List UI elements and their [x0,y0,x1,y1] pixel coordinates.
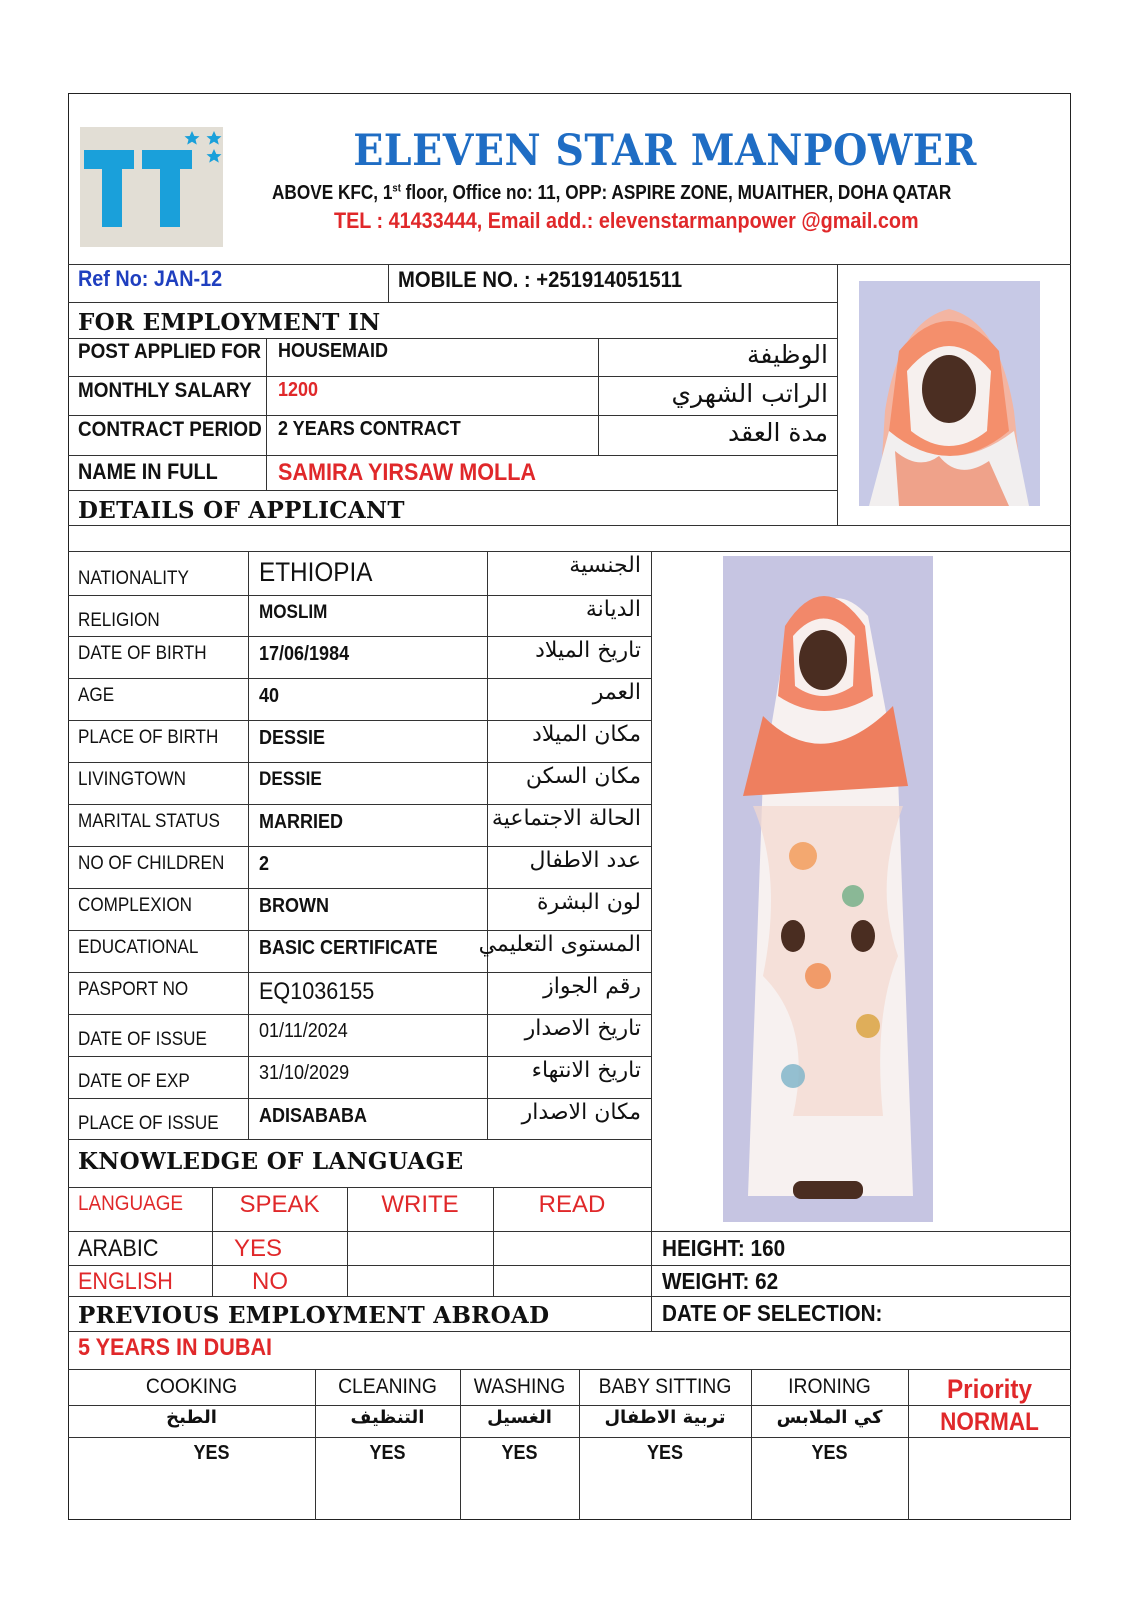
skill-name: BABY SITTING [598,1375,732,1398]
company-name: ELEVEN STAR MANPOWER [353,126,977,176]
detail-label: MARITAL STATUS [78,811,220,832]
employment-label: POST APPLIED FOR [78,340,262,363]
detail-label: NATIONALITY [78,568,189,589]
detail-label: COMPLEXION [78,895,193,916]
detail-arabic-label: تاريخ الاصدار [524,1016,641,1041]
detail-value: 01/11/2024 [259,1020,348,1042]
detail-arabic-label: مكان الميلاد [532,722,641,747]
ref-number: Ref No: JAN-12 [78,266,223,291]
skill-name: IRONING [788,1375,871,1398]
skill-value: YES [811,1442,848,1464]
language-header-language: LANGUAGE [78,1192,184,1215]
skill-arabic-name: كي الملابس [776,1407,883,1428]
detail-arabic-label: رقم الجواز [543,974,641,999]
detail-label: PLACE OF BIRTH [78,727,219,748]
employment-value: HOUSEMAID [278,340,389,362]
previous-employment-heading: PREVIOUS EMPLOYMENT ABROAD [78,1302,550,1329]
detail-arabic-label: العمر [592,680,641,705]
skill-value: YES [193,1442,230,1464]
employment-arabic-label: مدة العقد [728,418,828,447]
skill-value: YES [501,1442,538,1464]
employment-heading: FOR EMPLOYMENT IN [78,309,381,336]
detail-value: MARRIED [259,811,344,833]
detail-value: BASIC CERTIFICATE [259,937,438,959]
detail-arabic-label: المستوى التعليمي [478,932,641,957]
weight-value: WEIGHT: 62 [662,1268,779,1294]
date-of-selection: DATE OF SELECTION: [662,1300,883,1326]
skill-arabic-name: الطبخ [166,1407,217,1428]
name-value: SAMIRA YIRSAW MOLLA [278,459,537,486]
detail-arabic-label: تاريخ الميلاد [535,638,641,663]
previous-employment-value: 5 YEARS IN DUBAI [78,1334,273,1361]
language-header-speak: SPEAK [239,1191,320,1218]
detail-label: RELIGION [78,610,160,631]
detail-arabic-label: عدد الاطفال [529,848,641,873]
detail-value: ADISABABA [259,1105,367,1127]
detail-arabic-label: مكان السكن [525,764,641,789]
company-contact: TEL : 41433444, Email add.: elevenstarmanpower @gmail.com [334,208,919,233]
skill-arabic-name: التنظيف [350,1407,425,1428]
detail-arabic-label: لون البشرة [537,890,641,915]
applicant-portrait-photo [859,281,1040,506]
detail-label: LIVINGTOWN [78,769,186,790]
detail-value: EQ1036155 [259,978,375,1005]
employment-value: 2 YEARS CONTRACT [278,418,461,440]
skill-arabic-name: الغسيل [487,1407,552,1428]
employment-value: 1200 [278,379,319,401]
detail-arabic-label: الحالة الاجتماعية [491,806,641,831]
language-english-speak: NO [252,1268,288,1295]
employment-arabic-label: الوظيفة [747,340,828,369]
detail-label: PASPORT NO [78,979,189,1000]
detail-value: 17/06/1984 [259,643,350,665]
language-arabic: ARABIC [78,1235,159,1262]
detail-value: DESSIE [259,727,326,749]
detail-label: DATE OF BIRTH [78,643,207,664]
language-header-write: WRITE [381,1191,459,1218]
priority-value: NORMAL [940,1408,1039,1436]
priority-label: Priority [946,1374,1033,1404]
detail-label: NO OF CHILDREN [78,853,225,874]
skill-name: COOKING [145,1375,238,1398]
language-arabic-speak: YES [234,1235,283,1262]
name-label: NAME IN FULL [78,459,218,484]
language-header-read: READ [538,1191,606,1218]
detail-arabic-label: الجنسية [569,553,641,578]
language-heading: KNOWLEDGE OF LANGUAGE [78,1148,464,1175]
mobile-number: MOBILE NO. : +251914051511 [398,267,683,292]
employment-label: MONTHLY SALARY [78,379,252,402]
employment-label: CONTRACT PERIOD [78,418,262,441]
detail-arabic-label: الديانة [585,597,641,622]
detail-value: 40 [259,685,280,707]
detail-value: 31/10/2029 [259,1062,350,1084]
detail-value: ETHIOPIA [259,557,373,587]
detail-label: PLACE OF ISSUE [78,1113,219,1134]
detail-label: DATE OF EXP [78,1071,190,1092]
language-english: ENGLISH [78,1268,173,1295]
detail-label: DATE OF ISSUE [78,1029,207,1050]
detail-value: DESSIE [259,769,322,790]
applicant-full-body-photo [723,556,933,1222]
height-value: HEIGHT: 160 [662,1235,786,1261]
detail-value: BROWN [259,895,329,917]
detail-value: 2 [259,853,270,875]
detail-label: AGE [78,685,115,706]
detail-value: MOSLIM [259,602,328,623]
employment-arabic-label: الراتب الشهري [671,379,828,408]
detail-arabic-label: مكان الاصدار [521,1100,641,1125]
detail-label: EDUCATIONAL [78,937,199,958]
company-address: ABOVE KFC, 1st floor, Office no: 11, OPP: ASPIRE ZONE, MUAITHER, DOHA QATAR [272,182,952,204]
skill-name: CLEANING [338,1375,437,1398]
skill-value: YES [646,1442,684,1464]
details-heading: DETAILS OF APPLICANT [78,497,405,524]
detail-arabic-label: تاريخ الانتهاء [531,1058,641,1083]
skill-arabic-name: تربية الاطفال [604,1407,726,1428]
skill-value: YES [369,1442,406,1464]
skill-name: WASHING [473,1375,566,1398]
